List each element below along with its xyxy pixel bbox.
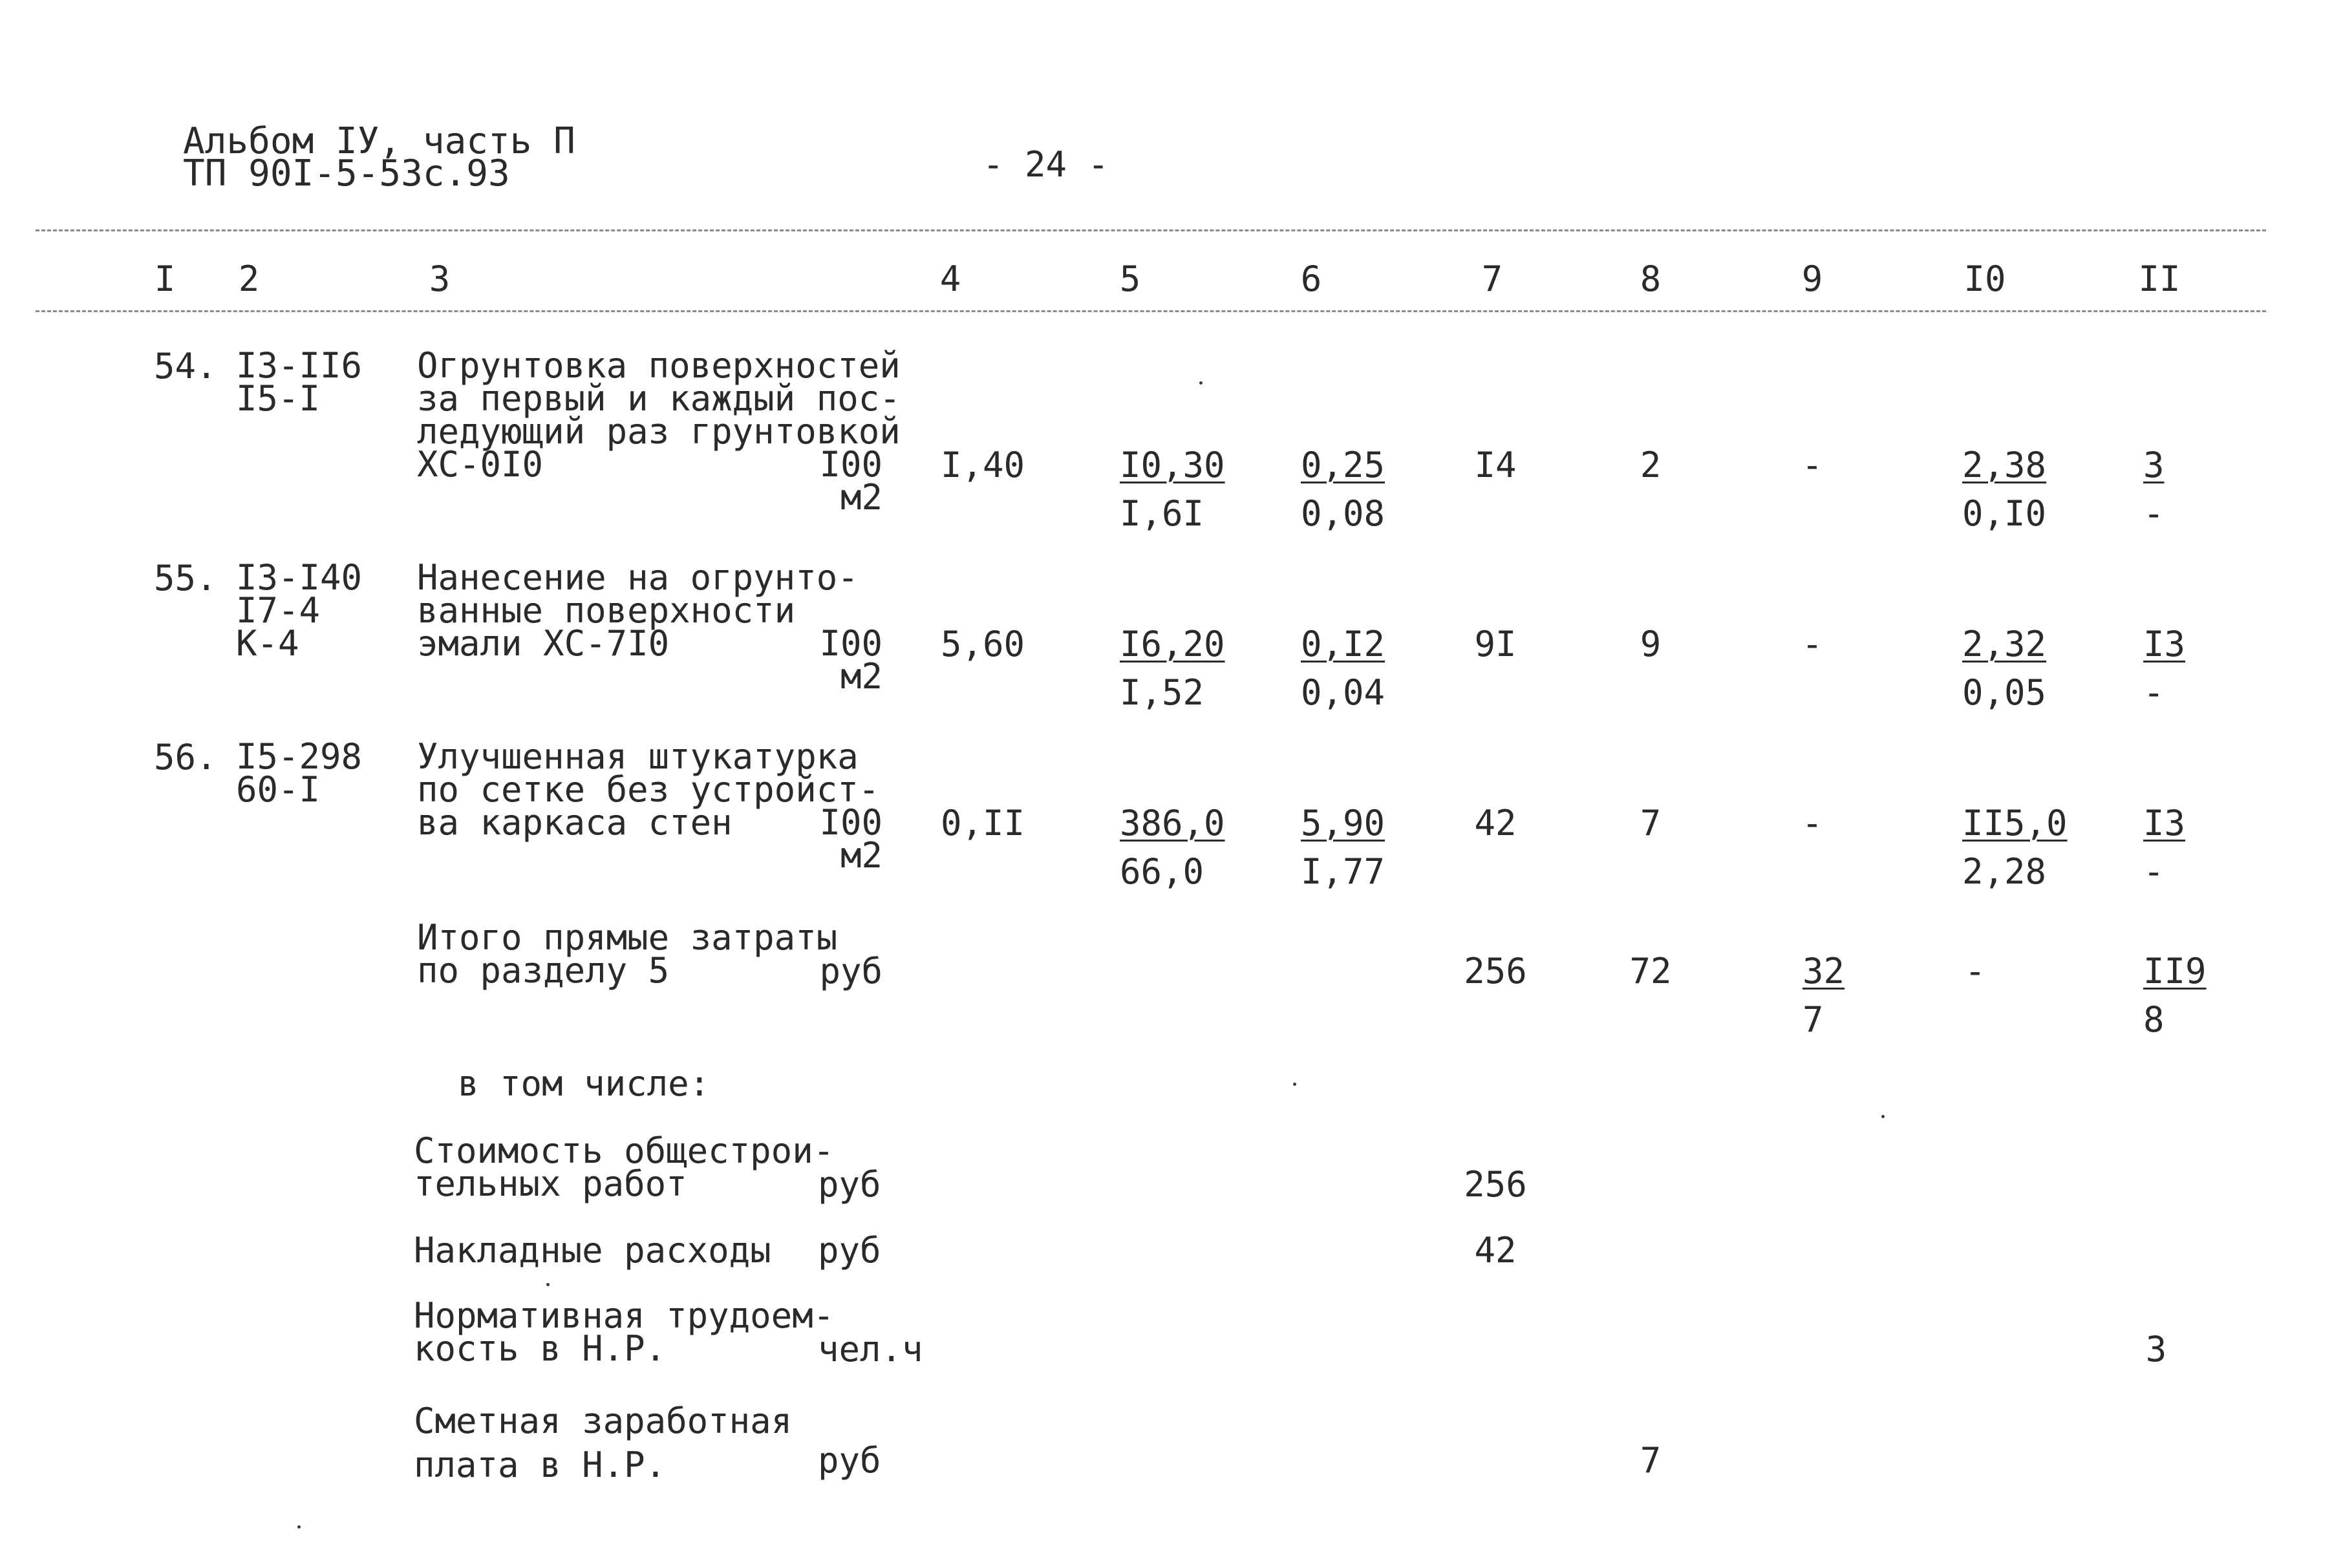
row-number: 55.: [154, 558, 217, 599]
album-label: Альбом IУ, часть П: [183, 120, 575, 162]
col10-top: 2,38: [1962, 445, 2047, 485]
unit-cost-bottom: I,52: [1120, 672, 1204, 713]
total-unit: руб: [819, 951, 883, 991]
summary-label: Стоимость общестрои- тельных работ: [414, 1130, 835, 1204]
summary-col7: 256: [1464, 1164, 1527, 1205]
col10-bottom: 0,05: [1962, 672, 2047, 713]
unit-cost-top: I0,30: [1120, 445, 1225, 485]
page-number: - 24 -: [983, 144, 1109, 185]
col11-top: 3: [2143, 445, 2165, 485]
quantity: 0,II: [941, 803, 1025, 843]
col9-value: -: [1801, 624, 1823, 664]
quantity: I,40: [941, 445, 1025, 485]
total-col10: -: [1964, 951, 1986, 991]
summary-col8: 7: [1640, 1440, 1662, 1481]
unit-of-measure: I00 м2: [819, 623, 883, 697]
col-header-7: 7: [1481, 259, 1503, 299]
total-col7: 256: [1464, 951, 1527, 991]
work-description: Нанесение на огрунто- ванные поверхности эмали ХС-7I0: [417, 557, 859, 664]
col11-bottom: -: [2143, 493, 2165, 534]
col8-value: 7: [1640, 803, 1662, 843]
summary-col11: 3: [2145, 1329, 2167, 1370]
top-rule: [36, 229, 2266, 231]
col6-bottom: 0,04: [1301, 672, 1385, 713]
header-bottom-rule: [36, 310, 2266, 312]
summary-col7: 42: [1474, 1230, 1517, 1271]
col-header-4: 4: [939, 259, 961, 299]
col9-value: -: [1801, 445, 1823, 485]
summary-label: Сметная заработная плата в Н.Р.: [414, 1401, 793, 1485]
col11-bottom: -: [2143, 672, 2165, 713]
total-col11-bottom: 8: [2143, 999, 2165, 1040]
col10-bottom: 0,I0: [1962, 493, 2047, 534]
row-number: 54.: [154, 346, 217, 387]
col6-bottom: I,77: [1301, 851, 1385, 892]
col-header-6: 6: [1300, 259, 1322, 299]
unit-cost-bottom: I,6I: [1120, 493, 1204, 534]
unit-of-measure: I00 м2: [819, 802, 883, 876]
rate-code: I3-I40 I7-4 К-4: [236, 557, 363, 664]
scan-speck: [1199, 381, 1203, 385]
work-description: Огрунтовка поверхностей за первый и каждый пос- ледующий раз грунтовкой ХС-0I0: [417, 345, 901, 485]
col11-bottom: -: [2143, 851, 2165, 892]
col-header-3: 3: [429, 259, 451, 299]
col-header-8: 8: [1640, 259, 1662, 299]
quantity: 5,60: [941, 624, 1025, 664]
including-label: в том числе:: [458, 1063, 711, 1104]
total-col11-top: II9: [2143, 951, 2207, 991]
unit-of-measure: I00 м2: [819, 444, 883, 518]
total-col9-top: 32: [1802, 951, 1845, 991]
scan-speck: [1293, 1083, 1296, 1086]
col-header-9: 9: [1801, 259, 1823, 299]
summary-label: Накладные расходы: [414, 1230, 771, 1271]
col9-value: -: [1801, 803, 1823, 843]
col11-top: I3: [2143, 624, 2186, 664]
summary-label: Нормативная трудоем- кость в Н.Р.: [414, 1295, 835, 1369]
rate-code: I5-298 60-I: [236, 736, 363, 810]
col10-top: II5,0: [1962, 803, 2068, 843]
project-code: ТП 90I-5-53с.93: [183, 153, 510, 195]
rate-code: I3-II6 I5-I: [236, 345, 363, 419]
unit-cost-top: 386,0: [1120, 803, 1225, 843]
unit-cost-bottom: 66,0: [1120, 851, 1204, 892]
col8-value: 2: [1640, 445, 1662, 485]
col7-value: 42: [1474, 803, 1517, 843]
total-col9-bottom: 7: [1802, 999, 1824, 1040]
col6-top: 5,90: [1301, 803, 1385, 843]
col10-bottom: 2,28: [1962, 851, 2047, 892]
total-col8: 72: [1629, 951, 1672, 991]
col7-value: 9I: [1474, 624, 1517, 664]
col10-top: 2,32: [1962, 624, 2047, 664]
summary-unit: руб: [818, 1230, 881, 1271]
row-number: 56.: [154, 737, 217, 778]
col-header-1: I: [154, 259, 176, 299]
col8-value: 9: [1640, 624, 1662, 664]
col6-bottom: 0,08: [1301, 493, 1385, 534]
col11-top: I3: [2143, 803, 2186, 843]
summary-unit: руб: [818, 1440, 881, 1481]
summary-unit: руб: [818, 1164, 881, 1205]
scan-speck: [546, 1283, 550, 1286]
total-label: Итого прямые затраты по разделу 5: [417, 917, 838, 991]
col-header-5: 5: [1119, 259, 1141, 299]
work-description: Улучшенная штукатурка по сетке без устройст- ва каркаса стен: [417, 736, 880, 843]
col7-value: I4: [1474, 445, 1517, 485]
scan-speck: [1881, 1115, 1885, 1118]
scan-speck: [297, 1525, 301, 1529]
col-header-2: 2: [238, 259, 260, 299]
col-header-10: I0: [1963, 259, 2006, 299]
col6-top: 0,I2: [1301, 624, 1385, 664]
col6-top: 0,25: [1301, 445, 1385, 485]
unit-cost-top: I6,20: [1120, 624, 1225, 664]
summary-unit: чел.ч: [818, 1329, 923, 1370]
col-header-11: II: [2138, 259, 2181, 299]
